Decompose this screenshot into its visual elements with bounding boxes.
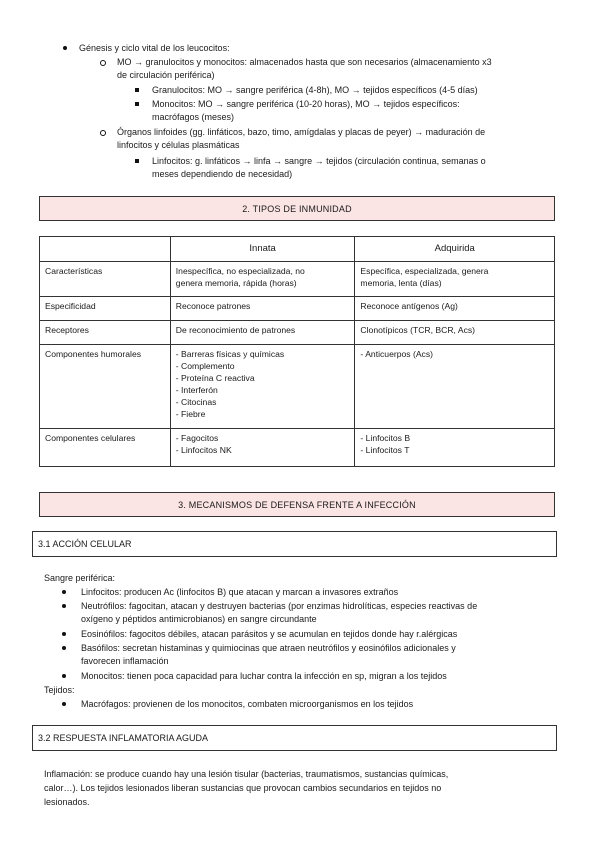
cell-line: Inespecífica, no especializada, no [175,266,305,276]
cell-line: Clonotípicos (TCR, BCR, Acs) [360,325,476,335]
cell-line: - Fiebre [175,409,206,419]
innata-cell [170,345,355,429]
cell-line: Reconoce patrones [175,301,251,311]
table-row [40,429,555,467]
cell-line: Específica, especializada, genera [360,266,489,276]
cell-line: - Proteína C reactiva [175,373,255,383]
section-2-title: 2. TIPOS DE INMUNIDAD [242,204,352,214]
innata-cell [170,321,355,345]
cell-line: De reconocimiento de patrones [175,325,296,335]
subsection-3-1-title: 3.1 ACCIÓN CELULAR [38,539,132,549]
neutrofilos-line-2: oxígeno y péptidos antimicrobianos) en sangre circundante [81,613,317,624]
linfocitos-line-1: Linfocitos: g. linfáticos → linfa → sangre → tejidos (circulación continua, semanas o [152,156,486,166]
adquirida-cell [355,321,555,345]
row-label: Características [40,262,171,297]
adquirida-cell [355,429,555,467]
cell-line: - Linfocitos B [360,433,411,443]
monocitos-line-2: macrófagos (meses) [152,111,235,122]
innata-cell [170,262,355,297]
neutrofilos-item [62,600,557,625]
cell-line: Reconoce antígenos (Ag) [360,301,458,311]
mo-line-2: de circulación periférica) [117,69,215,80]
organos-line-2: linfocitos y células plasmáticas [117,139,240,150]
cell-line: - Fagocitos [175,433,219,443]
monocitos-item [62,670,552,683]
cell-line: memoria, lenta (días) [360,278,442,288]
granulocitos-bullet [135,84,555,97]
inflamacion-line-3: lesionados. [44,797,90,807]
row-label: Receptores [40,321,171,345]
row-label: Componentes celulares [40,429,171,467]
cell-line: - Linfocitos NK [175,445,232,455]
cell-line: - Barreras físicas y químicas [175,349,285,359]
genesis-bullet [63,42,543,55]
monocitos-text: Monocitos: tienen poca capacidad para luchar contra la infección en sp, migran a los tejidos [81,671,447,681]
subsection-3-2-title: 3.2 RESPUESTA INFLAMATORIA AGUDA [38,733,209,743]
section-3-heading [39,492,555,517]
basofilos-line-1: Basófilos: secretan histaminas y quimiocinas que atraen neutrófilos y eosinófilos adicionales y [81,643,456,653]
row-label: Especificidad [40,297,171,321]
macrofagos-item [62,698,552,711]
adquirida-cell [355,345,555,429]
basofilos-line-2: favorecen inflamación [81,655,169,666]
header-empty-cell [40,237,171,262]
inflamacion-paragraph [44,767,554,809]
cell-line: - Linfocitos T [360,445,410,455]
monocitos-line-1: Monocitos: MO → sangre periférica (10-20 horas), MO → tejidos específicos: [152,99,460,109]
adquirida-cell [355,262,555,297]
eosinofilos-item [62,628,552,641]
table-row [40,297,555,321]
section-3-title: 3. MECANISMOS DE DEFENSA FRENTE A INFECCIÓN [178,500,416,510]
linfocitos-text: Linfocitos: producen Ac (linfocitos B) que atacan y marcan a invasores extraños [81,587,399,597]
granulocitos-text: Granulocitos: MO → sangre periférica (4-8h), MO → tejidos específicos (4-5 días) [152,85,478,95]
table-row [40,262,555,297]
cell-line: - Anticuerpos (Acs) [360,349,434,359]
section-2-heading [39,196,555,221]
organos-bullet [100,126,560,151]
eosinofilos-text: Eosinófilos: fagocitos débiles, atacan parásitos y se acumulan en tejidos donde hay r.alérgicas [81,629,458,639]
neutrofilos-line-1: Neutrófilos: fagocitan, atacan y destruyen bacterias (por enzimas hidrolíticas, especies reactivas de [81,601,478,611]
cell-line: - Citocinas [175,397,217,407]
cell-line: - Interferón [175,385,218,395]
linfocitos-item [62,586,552,599]
cell-line: genera memoria, rápida (horas) [175,278,297,288]
cell-line: - Complemento [175,361,235,371]
sangre-title: Sangre periférica: [44,573,116,583]
mo-bullet [100,56,560,81]
row-label: Componentes humorales [40,345,171,429]
innata-cell [170,429,355,467]
table-row [40,321,555,345]
inflamacion-line-1: Inflamación: se produce cuando hay una lesión tisular (bacterias, traumatismos, sustancias químicas, [44,769,449,779]
adquirida-cell [355,297,555,321]
subsection-3-1-heading [32,531,557,557]
tejidos-title: Tejidos: [44,685,75,695]
macrofagos-text: Macrófagos: provienen de los monocitos, combaten microorganismos en los tejidos [81,699,414,709]
subsection-3-2-heading [32,725,557,751]
linfocitos-line-2: meses dependiendo de necesidad) [152,168,293,179]
header-adquirida: Adquirida [355,237,555,262]
innata-cell [170,297,355,321]
table-header-row [40,237,555,262]
header-innata: Innata [170,237,355,262]
mo-line-1: MO → granulocitos y monocitos: almacenados hasta que son necesarios (almacenamiento x3 [117,57,492,67]
inflamacion-line-2: calor…). Los tejidos lesionados liberan sustancias que provocan cambios secundarios en tejidos no [44,783,442,793]
organos-line-1: Órganos linfoides (gg. linfáticos, bazo, timo, amígdalas y placas de peyer) → maduración de [117,127,486,137]
table-row [40,345,555,429]
monocitos-bullet [135,98,555,123]
genesis-title: Génesis y ciclo vital de los leucocitos: [79,43,230,53]
basofilos-item [62,642,557,667]
immunity-table [39,236,555,467]
linfocitos-bullet [135,155,555,180]
